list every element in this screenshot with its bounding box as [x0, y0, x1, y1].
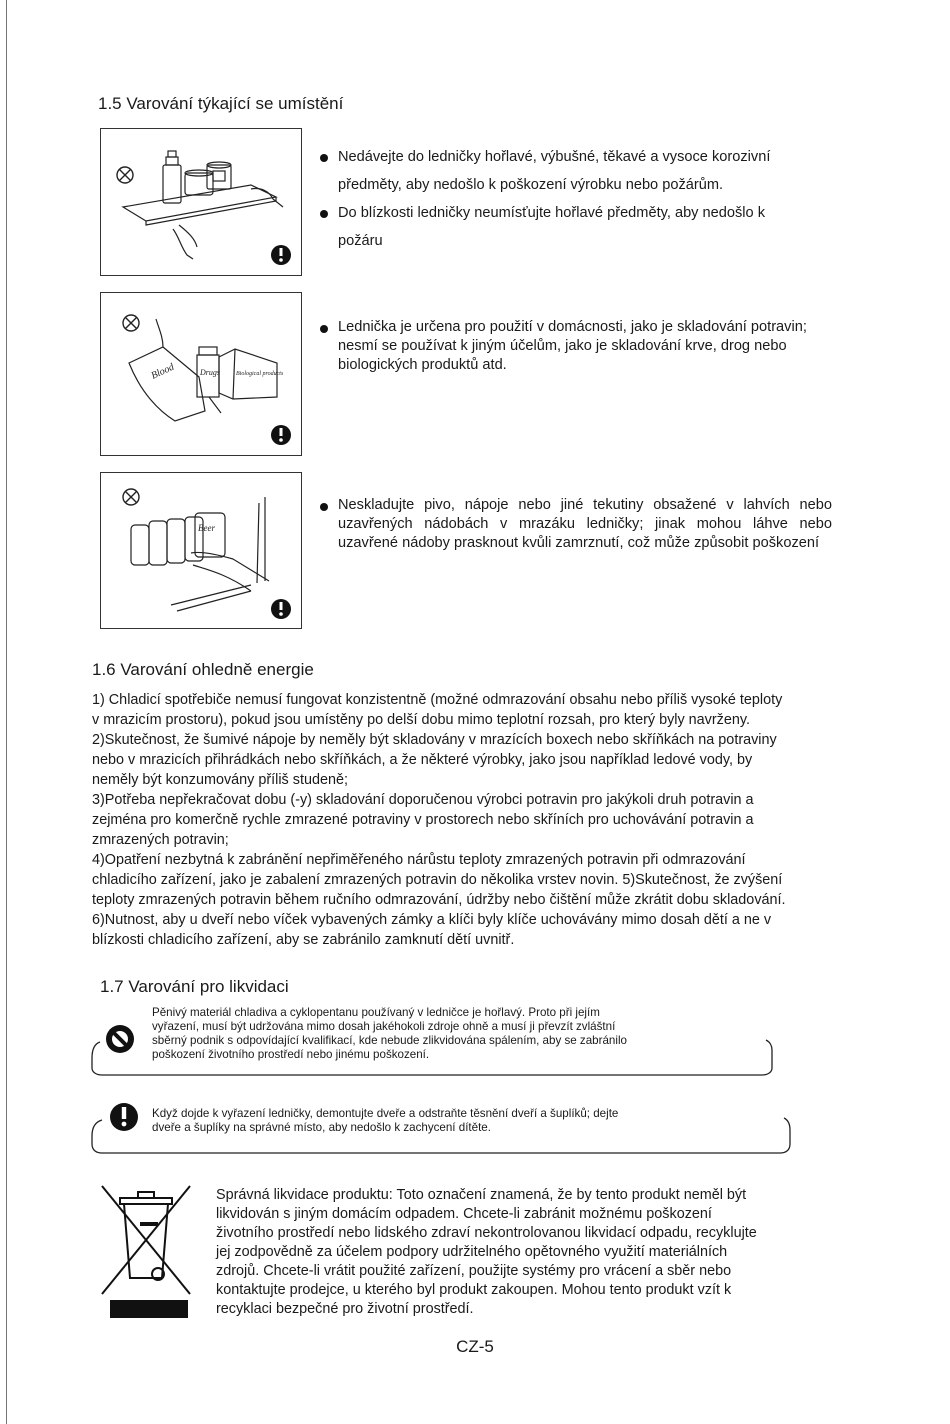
- section-1-6-title: 1.6 Varování ohledně energie: [92, 660, 314, 679]
- page-edge-line: [6, 0, 7, 1424]
- blood-label: Blood: [149, 361, 176, 382]
- bullet-item: Neskladujte pivo, nápoje nebo jiné tekutiny obsažené v lahvích nebo uzavřených nádobách v mrazáku ledničky; jinak mohou láhve nebo uzavřené nádoby prasknout kvůli zamrznutí, což může způsobit poškození: [318, 496, 832, 553]
- bullet-item-continued: požáru: [338, 233, 383, 249]
- illustration-blood-drugs: [100, 292, 302, 456]
- bio-label: Biological products: [236, 371, 284, 377]
- prohibited-icon: [117, 167, 133, 183]
- flammable-foam-warning: [152, 1006, 772, 1062]
- prohibited-icon: [123, 489, 139, 505]
- bullet-list-1: [318, 147, 858, 251]
- text-line: jej zodpovědně za účelem podpory udržitelného opětovného využití materiálních: [216, 1244, 728, 1260]
- illustration-flammable-items: [100, 128, 302, 276]
- text-line: neměly být konzumovány příliš studeně;: [92, 772, 348, 788]
- bullet-list-3: [318, 496, 832, 553]
- weee-crossed-bin-icon: [98, 1176, 194, 1320]
- text-line: poškození životního prostředí nebo jinému poškození.: [152, 1048, 430, 1061]
- text-line: recyklaci bezpečné pro životní prostředí.: [216, 1301, 474, 1317]
- prohibition-icon: [106, 1025, 134, 1053]
- text-line: kontaktujte prodejce, u kterého byl produkt zakoupen. Mohou tento produkt vzít k: [216, 1282, 732, 1298]
- bullet-item: Nedávejte do ledničky hořlavé, výbušné, těkavé a vysoce korozivní: [318, 147, 858, 167]
- beer-label: Beer: [198, 523, 215, 533]
- page-number: CZ-5: [456, 1337, 494, 1356]
- text-line: likvidován s jiným domácím odpadem. Chcete-li zabránit možnému poškození: [216, 1206, 712, 1222]
- text-line: Správná likvidace produktu: Toto označení znamená, že by tento produkt neměl být: [216, 1187, 747, 1203]
- text-line: v mrazicím prostoru), pokud jsou umístěny po delší dobu mimo teplotní rozsah, pro který byly navrženy.: [92, 712, 750, 728]
- bullet-item: Lednička je určena pro použití v domácnosti, jako je skladování potravin; nesmí se používat k jiným účelům, jako je skladování krve, drog nebo biologických produktů atd.: [318, 318, 818, 375]
- text-line: zejména pro komerčně rychle zmrazené potraviny v prostorech nebo skříních pro uchovávání potravin a: [92, 812, 754, 828]
- text-line: 3)Potřeba nepřekračovat dobu (-y) skladování doporučenou výrobci potravin pro jakýkoli druh potravin a: [92, 792, 754, 808]
- text-line: zdrojů. Chcete-li vrátit použité zařízení, použijte systémy pro vrácení a sběr nebo: [216, 1263, 732, 1279]
- bullet-item: Do blízkosti ledničky neumísťujte hořlavé předměty, aby nedošlo k: [318, 203, 858, 223]
- text-line: nebo v mrazicích přihrádkách nebo skříňkách, a že některé výrobky, jako jsou například ledové vody, by: [92, 752, 753, 768]
- energy-warning-text: [92, 690, 912, 950]
- text-line: Když dojde k vyřazení ledničky, demontujte dveře a odstraňte těsnění dveří a šuplíků; dejte: [152, 1107, 619, 1120]
- illustration-beer-freezer: [100, 472, 302, 629]
- drugs-label: Drugs: [200, 368, 221, 377]
- warning-icon: [271, 599, 291, 619]
- warning-icon: [271, 425, 291, 445]
- child-entrapment-warning: [152, 1107, 772, 1135]
- text-line: chladicího zařízení, jako je zabalení zmrazených potravin do několika vrstev novin. 5)Skutečnost, že zvýšení: [92, 872, 783, 888]
- text-line: 2)Skutečnost, že šumivé nápoje by neměly být skladovány v mrazících boxech nebo skříňkách na potraviny: [92, 732, 777, 748]
- prohibited-icon: [123, 315, 139, 331]
- text-line: blízkosti chladicího zařízení, aby se zabránilo zamknutí dětí uvnitř.: [92, 932, 515, 948]
- product-disposal-text: [216, 1186, 856, 1319]
- text-line: teploty zmrazených potravin během ručního odmrazování, údržby nebo čištění může zkrátit dobu skladování.: [92, 892, 786, 908]
- section-1-5-title: 1.5 Varování týkající se umístění: [98, 94, 344, 113]
- warning-icon: [271, 245, 291, 265]
- warning-icon: [110, 1103, 138, 1131]
- text-line: vyřazení, musí být udržována mimo dosah jakéhokoli zdroje ohně a musí ji převzít zvláštní: [152, 1020, 616, 1033]
- text-line: dveře a šuplíky na správné místo, aby nedošlo k zachycení dítěte.: [152, 1121, 491, 1134]
- text-line: zmrazených potravin;: [92, 832, 229, 848]
- bullet-list-2: [318, 318, 818, 375]
- text-line: sběrný podnik s odpovídající kvalifikací, kde nebude zlikvidována spálením, aby se zabránilo: [152, 1034, 627, 1047]
- section-1-7-title: 1.7 Varování pro likvidaci: [100, 977, 289, 996]
- text-line: 6)Nutnost, aby u dveří nebo víček vybavených zámky a klíči byly klíče uchovávány mimo dosah dětí a ne v: [92, 912, 772, 928]
- text-line: životního prostředí nebo lidského zdraví nekontrolovanou likvidací odpadu, recyklujte: [216, 1225, 757, 1241]
- bullet-item-continued: předměty, aby nedošlo k poškození výrobku nebo požárům.: [338, 177, 724, 193]
- text-line: 1) Chladicí spotřebiče nemusí fungovat konzistentně (možné odmrazování obsahu nebo příliš vysoké teploty: [92, 692, 783, 708]
- text-line: 4)Opatření nezbytná k zabránění nepřiměřeného nárůstu teploty zmrazených potravin při odmrazování: [92, 852, 746, 868]
- text-line: Pěnivý materiál chladiva a cyklopentanu používaný v ledničce je hořlavý. Proto při jejím: [152, 1006, 600, 1019]
